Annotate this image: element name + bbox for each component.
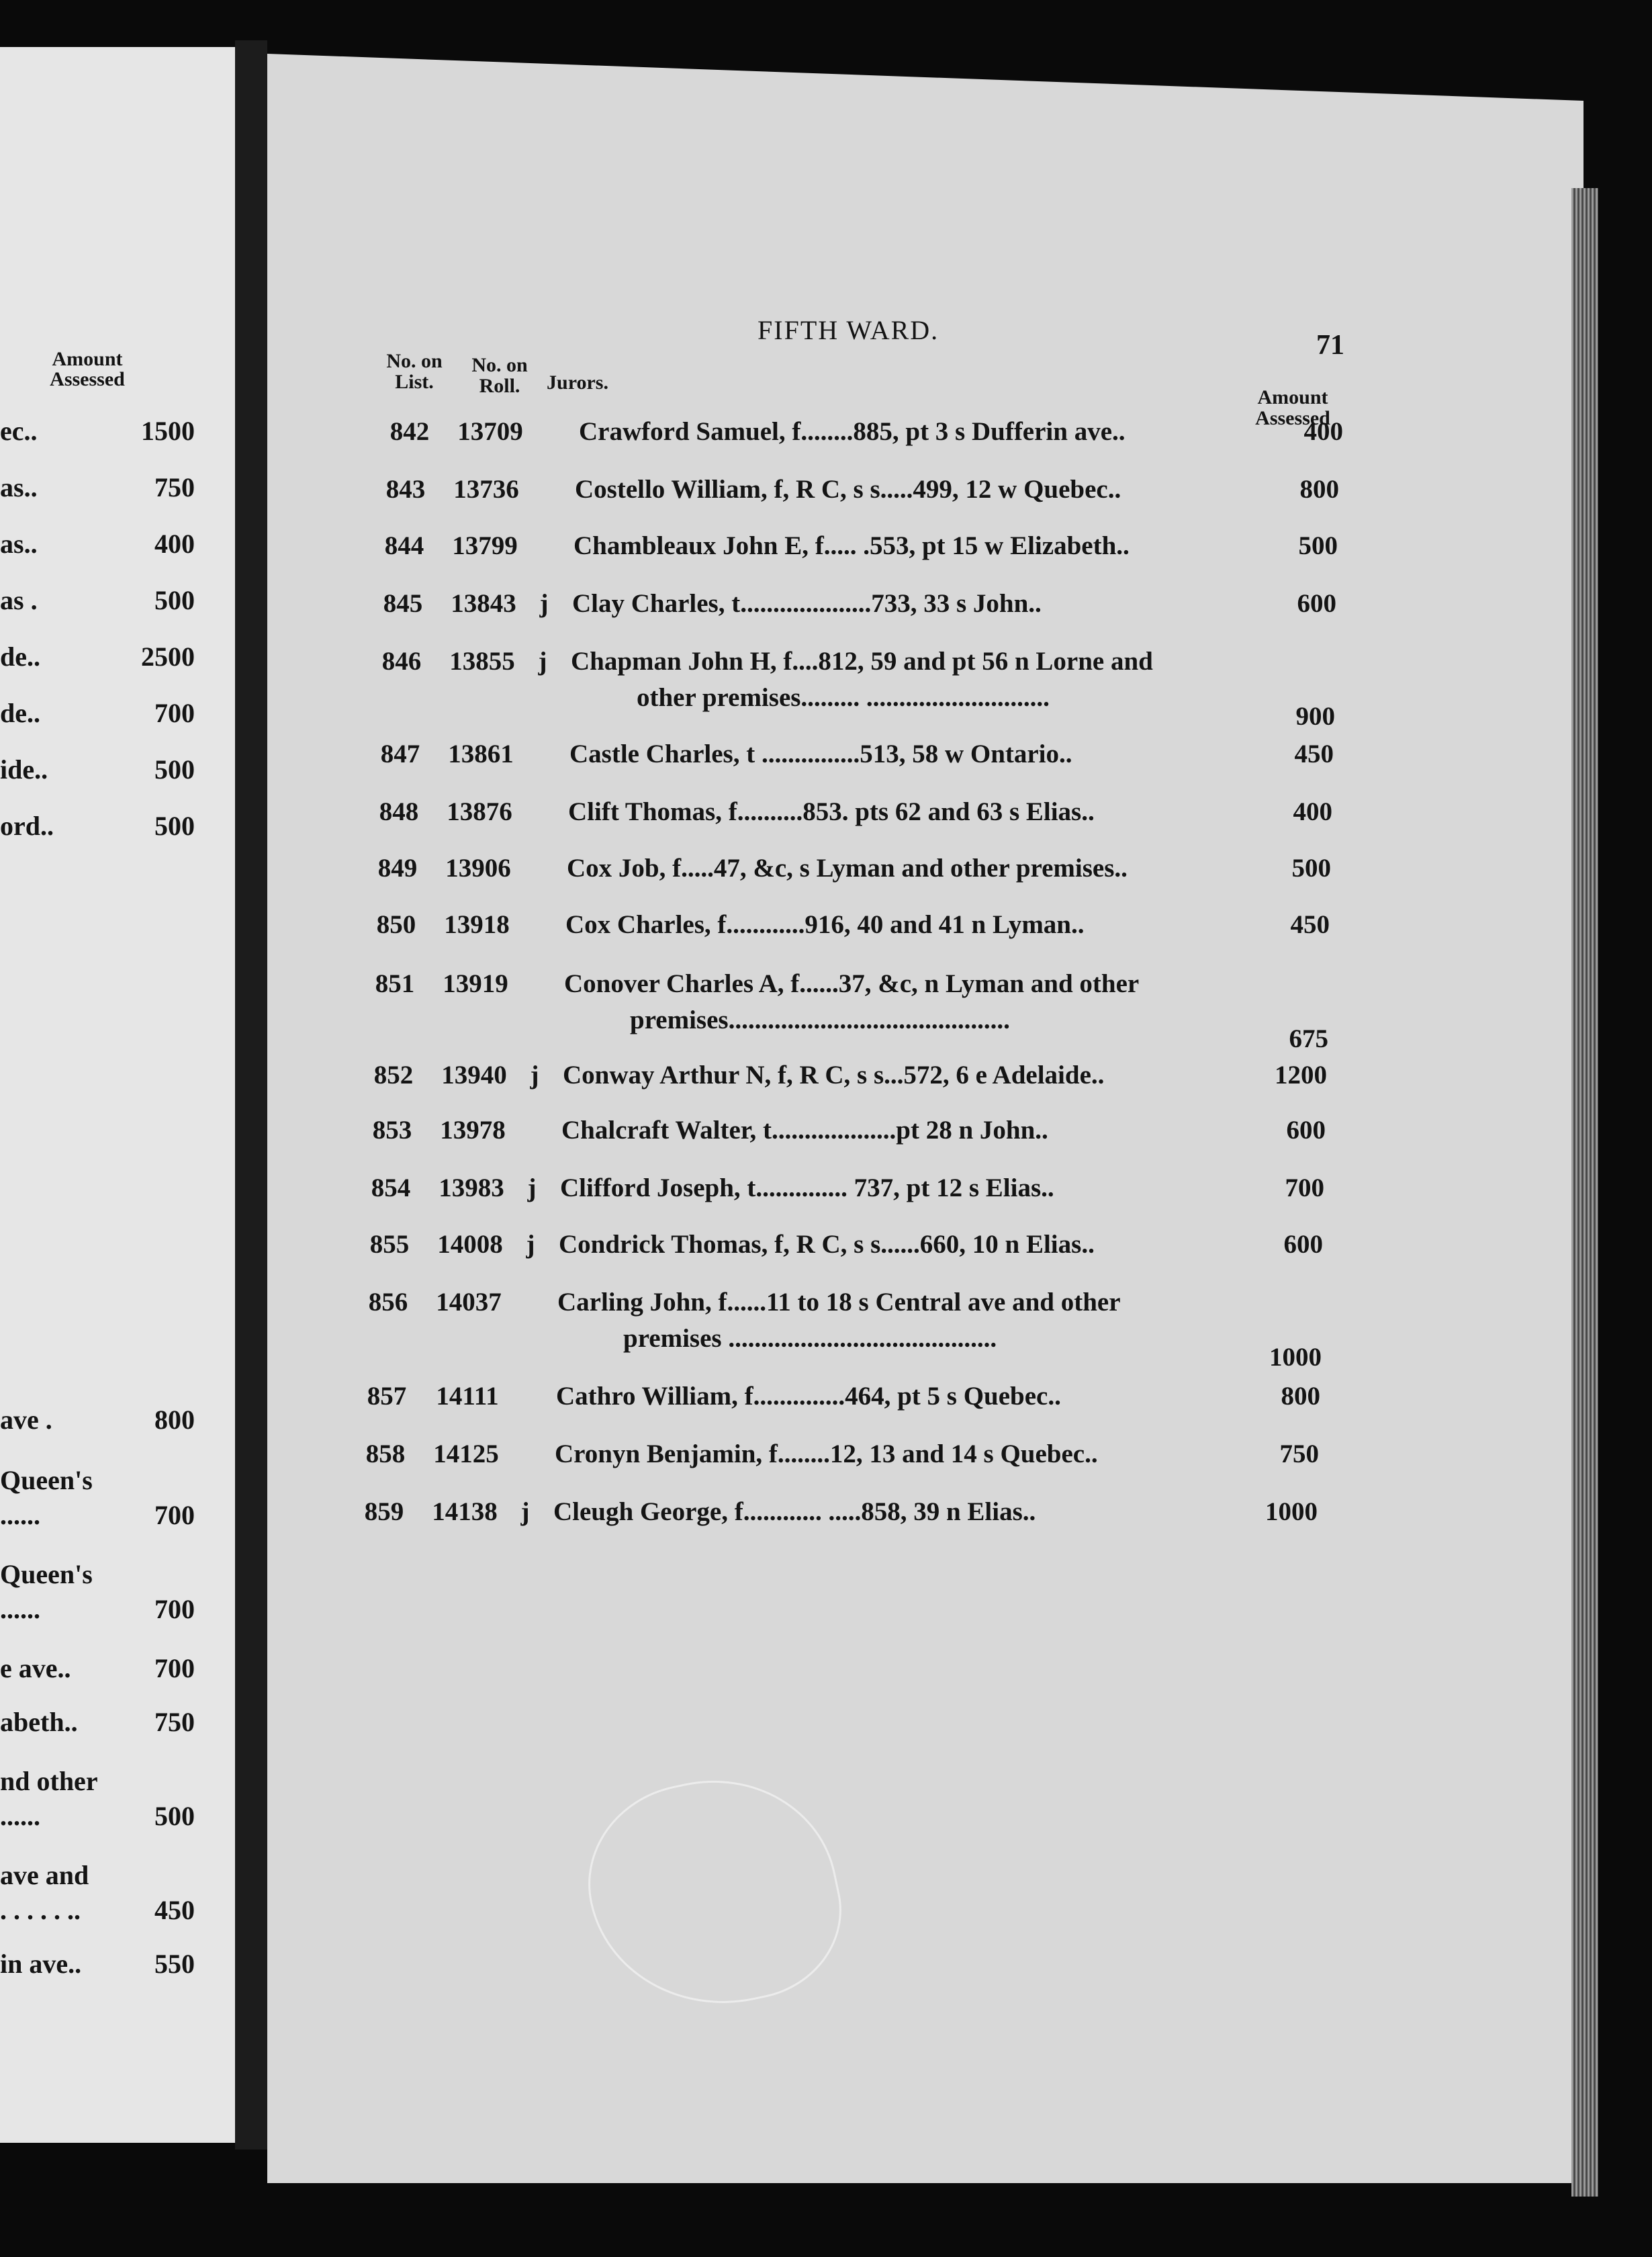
roll-entry-row — [0, 910, 1639, 963]
entry-amount: 450 — [1294, 740, 1334, 768]
left-row-amount: 700 — [154, 698, 195, 728]
entry-description: Conover Charles A, f......37, &c, n Lyman and other — [564, 969, 1140, 998]
left-row-amount: 500 — [154, 585, 195, 615]
roll-entry-row — [0, 1439, 1628, 1493]
entry-roll-number: 13940 — [441, 1061, 507, 1090]
roll-entry-row — [0, 797, 1641, 850]
header-no-on-list: No. on List. — [386, 350, 443, 393]
entry-description: Condrick Thomas, f, R C, s s......660, 10 n Elias.. — [559, 1230, 1095, 1259]
entry-juror-mark: j — [527, 1174, 537, 1202]
entry-list-number: 857 — [367, 1382, 407, 1411]
entry-description: Cleugh George, f............ .....858, 39 n Elias.. — [553, 1497, 1036, 1526]
page-number: 71 — [1316, 330, 1344, 361]
entry-description-continued: premises ......................................... — [623, 1324, 997, 1353]
entry-list-number: 846 — [381, 647, 422, 676]
roll-entry-row — [0, 531, 1647, 584]
entry-description: Castle Charles, t ...............513, 58 w Ontario.. — [569, 740, 1072, 768]
left-row-fragment: Queen's — [0, 1465, 93, 1495]
entry-amount: 500 — [1298, 531, 1338, 560]
entry-list-number: 842 — [389, 417, 430, 446]
entry-roll-number: 13918 — [444, 910, 510, 939]
roll-entry-row — [0, 416, 1652, 470]
entry-roll-number: 13978 — [440, 1116, 506, 1145]
left-row-fragment: as.. — [0, 529, 38, 559]
entry-roll-number: 13799 — [452, 531, 518, 560]
entry-roll-number: 13843 — [451, 589, 516, 618]
ward-title: FIFTH WARD. — [758, 315, 939, 345]
entry-description-continued: premises........................................... — [630, 1006, 1010, 1034]
left-row-fragment: as . — [0, 585, 38, 615]
left-row-amount: 500 — [154, 754, 195, 785]
entry-amount: 900 — [1295, 702, 1335, 731]
entry-juror-mark: j — [526, 1230, 535, 1259]
header-amount-assessed: Amount Assessed — [1255, 386, 1330, 429]
left-amount-header: Amount Assessed — [50, 348, 125, 390]
roll-entry-row — [0, 1060, 1636, 1114]
entry-roll-number: 14111 — [436, 1382, 499, 1411]
entry-description-continued: other premises......... ............................ — [637, 683, 1050, 712]
entry-juror-mark: j — [539, 589, 549, 618]
entry-list-number: 847 — [380, 740, 420, 768]
left-page-row — [0, 1558, 195, 1592]
left-page-row — [0, 1706, 195, 1740]
left-page-row — [0, 697, 195, 731]
entry-amount: 675 — [1289, 1024, 1328, 1053]
left-row-amount: 700 — [154, 1594, 195, 1624]
entry-description: Cronyn Benjamin, f........12, 13 and 14 s Quebec.. — [555, 1440, 1098, 1468]
left-row-fragment: Queen's — [0, 1559, 93, 1589]
left-row-fragment: ...... — [0, 1500, 40, 1530]
left-page-row — [0, 1765, 195, 1799]
entry-amount: 400 — [1303, 417, 1343, 446]
entry-list-number: 849 — [377, 854, 418, 883]
roll-entry-row — [0, 1229, 1632, 1283]
roll-entry-row — [0, 1173, 1633, 1227]
roll-entry-row — [0, 969, 1637, 1053]
entry-roll-number: 13983 — [439, 1174, 504, 1202]
roll-entry-row — [0, 853, 1640, 907]
entry-description: Costello William, f, R C, s s.....499, 12 w Quebec.. — [575, 475, 1121, 504]
entry-description: Clifford Joseph, t.............. 737, pt 12 s Elias.. — [560, 1174, 1054, 1202]
entry-description: Crawford Samuel, f........885, pt 3 s Dufferin ave.. — [579, 417, 1126, 446]
entry-roll-number: 13736 — [453, 475, 519, 504]
left-row-fragment: ...... — [0, 1801, 40, 1831]
left-row-amount: 750 — [154, 1707, 195, 1737]
roll-entry-row — [0, 1115, 1635, 1169]
left-row-amount: 500 — [154, 811, 195, 841]
left-row-amount: 800 — [154, 1405, 195, 1435]
entry-description: Cox Job, f.....47, &c, s Lyman and other premises.. — [567, 854, 1128, 883]
entry-amount: 700 — [1285, 1174, 1324, 1202]
left-row-amount: 550 — [154, 1949, 195, 1979]
entry-list-number: 852 — [373, 1061, 414, 1090]
entry-amount: 800 — [1299, 475, 1339, 504]
left-row-fragment: ave . — [0, 1405, 52, 1435]
entry-amount: 450 — [1290, 910, 1330, 939]
left-row-amount: 450 — [154, 1895, 195, 1925]
left-row-amount: 750 — [154, 472, 195, 502]
entry-roll-number: 13709 — [457, 417, 523, 446]
left-row-fragment: ...... — [0, 1594, 40, 1624]
roll-entry-row — [0, 1381, 1629, 1435]
entry-list-number: 859 — [364, 1497, 404, 1526]
entry-list-number: 853 — [372, 1116, 412, 1145]
entry-description: Chalcraft Walter, t...................pt 28 n John.. — [561, 1116, 1048, 1145]
entry-amount: 500 — [1291, 854, 1331, 883]
entry-description: Chapman John H, f....812, 59 and pt 56 n Lorne and — [571, 647, 1153, 676]
roll-entry-row — [0, 739, 1643, 793]
left-row-amount: 700 — [154, 1500, 195, 1530]
entry-list-number: 854 — [371, 1174, 411, 1202]
entry-juror-mark: j — [520, 1497, 530, 1526]
entry-description: Cox Charles, f............916, 40 and 41 n Lyman.. — [565, 910, 1085, 939]
left-page-row — [0, 1593, 195, 1627]
entry-description: Conway Arthur N, f, R C, s s...572, 6 e Adelaide.. — [563, 1061, 1105, 1090]
left-row-fragment: as.. — [0, 472, 38, 502]
entry-amount: 600 — [1283, 1230, 1323, 1259]
left-page-row — [0, 1948, 195, 1982]
left-row-fragment: de.. — [0, 698, 40, 728]
left-row-fragment: in ave.. — [0, 1949, 82, 1979]
entry-description: Clift Thomas, f..........853. pts 62 and 63 s Elias.. — [568, 797, 1095, 826]
left-page-row — [0, 1894, 195, 1928]
left-row-fragment: e ave.. — [0, 1653, 71, 1683]
entry-list-number: 858 — [365, 1440, 406, 1468]
left-row-fragment: ide.. — [0, 754, 48, 785]
entry-amount: 800 — [1281, 1382, 1320, 1411]
left-row-amount: 400 — [154, 529, 195, 559]
entry-amount: 750 — [1279, 1440, 1319, 1468]
left-row-amount: 2500 — [141, 641, 195, 672]
entry-roll-number: 13855 — [449, 647, 515, 676]
roll-entry-row — [0, 1497, 1626, 1550]
entry-juror-mark: j — [530, 1061, 539, 1090]
entry-description: Clay Charles, t....................733, 33 s John.. — [572, 589, 1042, 618]
entry-roll-number: 13906 — [445, 854, 511, 883]
roll-entry-row — [0, 588, 1645, 642]
entry-amount: 1000 — [1265, 1497, 1318, 1526]
entry-description: Carling John, f......11 to 18 s Central ave and other — [557, 1288, 1121, 1317]
left-page-row — [0, 1652, 195, 1686]
entry-list-number: 855 — [369, 1230, 410, 1259]
entry-roll-number: 14125 — [433, 1440, 499, 1468]
entry-juror-mark: j — [538, 647, 547, 676]
entry-amount: 1200 — [1275, 1061, 1327, 1090]
entry-list-number: 845 — [383, 589, 423, 618]
entry-list-number: 843 — [385, 475, 426, 504]
left-row-fragment: . . . . . .. — [0, 1895, 81, 1925]
left-row-amount: 500 — [154, 1801, 195, 1831]
entry-list-number: 850 — [376, 910, 416, 939]
roll-entry-row — [0, 1287, 1631, 1372]
entry-roll-number: 13861 — [448, 740, 514, 768]
entry-description: Chambleaux John E, f..... .553, pt 15 w Elizabeth.. — [573, 531, 1130, 560]
entry-amount: 1000 — [1269, 1343, 1322, 1372]
left-row-amount: 1500 — [141, 416, 195, 446]
left-row-fragment: ave and — [0, 1860, 89, 1890]
left-page-row — [0, 1800, 195, 1834]
entry-roll-number: 14008 — [437, 1230, 503, 1259]
entry-roll-number: 13919 — [443, 969, 508, 998]
entry-amount: 600 — [1286, 1116, 1326, 1145]
entry-roll-number: 14138 — [432, 1497, 498, 1526]
left-row-fragment: nd other — [0, 1766, 98, 1796]
left-row-fragment: de.. — [0, 641, 40, 672]
left-page-row — [0, 1859, 195, 1893]
entry-roll-number: 13876 — [447, 797, 512, 826]
left-row-fragment: ec.. — [0, 416, 38, 446]
roll-entry-row — [0, 474, 1648, 528]
entry-amount: 400 — [1293, 797, 1332, 826]
entry-description: Cathro William, f..............464, pt 5 s Quebec.. — [556, 1382, 1061, 1411]
left-row-amount: 700 — [154, 1653, 195, 1683]
entry-list-number: 844 — [384, 531, 424, 560]
header-jurors: Jurors. — [547, 371, 608, 394]
entry-amount: 600 — [1297, 589, 1336, 618]
entry-list-number: 848 — [379, 797, 419, 826]
left-row-fragment: abeth.. — [0, 1707, 78, 1737]
entry-roll-number: 14037 — [436, 1288, 502, 1317]
header-no-on-roll: No. on Roll. — [471, 354, 528, 397]
entry-list-number: 856 — [368, 1288, 408, 1317]
entry-list-number: 851 — [375, 969, 415, 998]
left-row-fragment: ord.. — [0, 811, 54, 841]
